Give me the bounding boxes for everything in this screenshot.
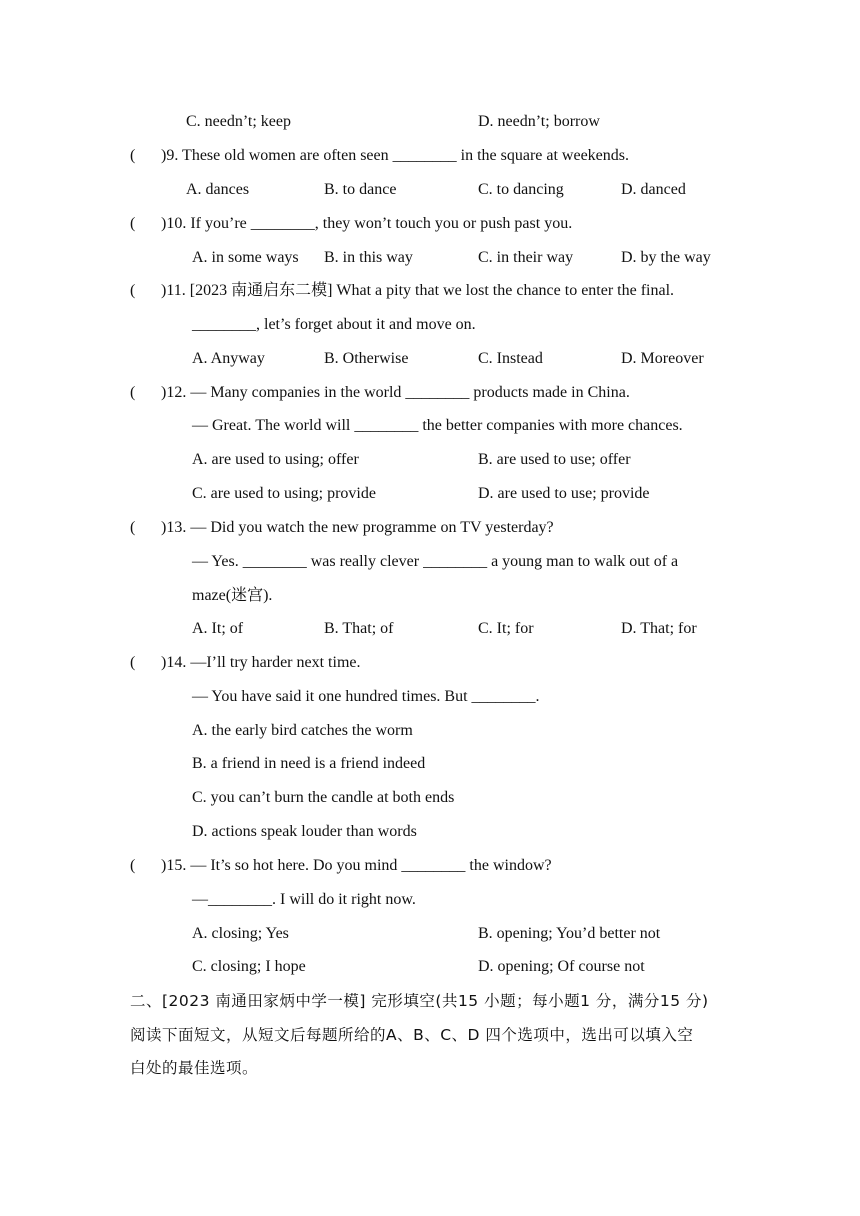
q10-answer-bracket[interactable]: ( <box>130 215 136 232</box>
q12-option-a: A. are used to using; offer <box>192 451 359 468</box>
q11-answer-bracket[interactable]: ( <box>130 282 136 299</box>
q11-stem-line2: ________, let’s forget about it and move on. <box>192 316 476 333</box>
q9-answer-bracket[interactable]: ( <box>130 147 136 164</box>
q9-option-d: D. danced <box>621 181 686 198</box>
q8-option-d: D. needn’t; borrow <box>478 113 600 130</box>
q11-option-b: B. Otherwise <box>324 350 409 367</box>
q15-option-b: B. opening; You’d better not <box>478 925 661 942</box>
q9-option-b: B. to dance <box>324 181 397 198</box>
q9-option-c: C. to dancing <box>478 181 564 198</box>
q11-option-c: C. Instead <box>478 350 543 367</box>
section2-instruction-line1: 阅读下面短文，从短文后每题所给的A、B、C、D 四个选项中，选出可以填入空 <box>130 1026 694 1044</box>
q15-option-a: A. closing; Yes <box>192 925 289 942</box>
section2-heading: 二、[2023 南通田家炳中学一模] 完形填空(共15 小题；每小题1 分，满分15 分) <box>130 992 709 1010</box>
q12-answer-bracket[interactable]: ( <box>130 384 136 401</box>
q15-option-d: D. opening; Of course not <box>478 958 645 975</box>
q11-option-a: A. Anyway <box>192 350 265 367</box>
q14-answer-bracket[interactable]: ( <box>130 654 136 671</box>
q13-answer-bracket[interactable]: ( <box>130 519 136 536</box>
q14-option-b: B. a friend in need is a friend indeed <box>192 755 426 772</box>
q11-option-d: D. Moreover <box>621 350 704 367</box>
q12-option-b: B. are used to use; offer <box>478 451 631 468</box>
q9-option-a: A. dances <box>186 181 250 198</box>
q14-stem-line2: — You have said it one hundred times. But ________. <box>192 688 540 705</box>
q15-answer-bracket[interactable]: ( <box>130 857 136 874</box>
q14-stem: )14. —I’ll try harder next time. <box>161 654 361 671</box>
q15-stem: )15. — It’s so hot here. Do you mind ________ the window? <box>161 857 552 874</box>
section2-instruction-line2: 白处的最佳选项。 <box>130 1059 259 1077</box>
q10-option-d: D. by the way <box>621 249 711 266</box>
q12-option-d: D. are used to use; provide <box>478 485 650 502</box>
q10-option-b: B. in this way <box>324 249 413 266</box>
q13-stem-line3: maze(迷宫). <box>192 587 273 604</box>
q14-option-d: D. actions speak louder than words <box>192 823 417 840</box>
q13-option-d: D. That; for <box>621 620 697 637</box>
q12-stem-line2: — Great. The world will ________ the better companies with more chances. <box>192 417 683 434</box>
q15-option-c: C. closing; I hope <box>192 958 306 975</box>
q12-stem: )12. — Many companies in the world ________ products made in China. <box>161 384 630 401</box>
q13-stem-line2: — Yes. ________ was really clever ________ a young man to walk out of a <box>192 553 679 570</box>
q13-option-c: C. It; for <box>478 620 534 637</box>
q10-stem: )10. If you’re ________, they won’t touch you or push past you. <box>161 215 573 232</box>
q15-stem-line2: —________. I will do it right now. <box>192 891 416 908</box>
q12-option-c: C. are used to using; provide <box>192 485 376 502</box>
q13-option-b: B. That; of <box>324 620 394 637</box>
q11-stem: )11. [2023 南通启东二模] What a pity that we lost the chance to enter the final. <box>161 282 675 299</box>
q13-option-a: A. It; of <box>192 620 244 637</box>
q14-option-a: A. the early bird catches the worm <box>192 722 413 739</box>
q9-stem: )9. These old women are often seen ________ in the square at weekends. <box>161 147 630 164</box>
q10-option-a: A. in some ways <box>192 249 299 266</box>
q13-stem: )13. — Did you watch the new programme on TV yesterday? <box>161 519 554 536</box>
q14-option-c: C. you can’t burn the candle at both ends <box>192 789 455 806</box>
q10-option-c: C. in their way <box>478 249 574 266</box>
q8-option-c: C. needn’t; keep <box>186 113 292 130</box>
